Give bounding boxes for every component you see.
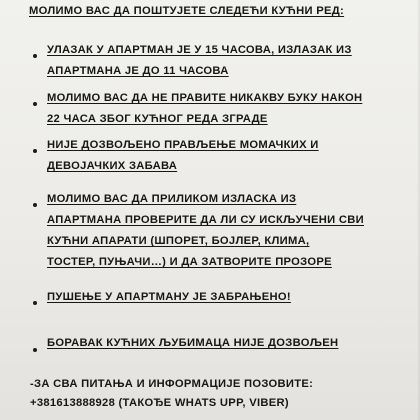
- notice-title: МОЛИМО ВАС ДА ПОШТУЈЕТЕ СЛЕДЕЋИ КУЋНИ РЕД:: [29, 5, 345, 17]
- contact-line-1: -ЗА СВА ПИТАЊА И ИНФОРМАЦИЈЕ ПОЗОВИТЕ:: [30, 378, 314, 390]
- rule-1-line-1: УЛАЗАК У АПАРТМАН ЈЕ У 15 ЧАСОВА, ИЗЛАЗАК ИЗ: [47, 44, 352, 56]
- contact-line-2: +381613888928 (ТАКОЂЕ WHATS UPP, VIBER): [30, 397, 289, 409]
- rule-4-line-4: ТОСТЕР, ПУЊАЧИ…) И ДА ЗАТВОРИТЕ ПРОЗОРЕ: [47, 256, 332, 268]
- rule-1-line-2: АПАРТМАНА ЈЕ ДО 11 ЧАСОВА: [47, 65, 229, 77]
- rule-2-line-2: 22 ЧАСА ЗБОГ КУЋНОГ РЕДА ЗГРАДЕ: [47, 113, 268, 125]
- rule-4-line-3: КУЋНИ АПАРАТИ (ШПОРЕТ, БОЈЛЕР, КЛИМА,: [47, 235, 310, 247]
- rule-5-line-1: ПУШЕЊЕ У АПАРТМАНУ ЈЕ ЗАБРАЊЕНО!: [47, 291, 291, 303]
- rule-3-bullet: [33, 149, 37, 153]
- rule-5-bullet: [33, 301, 37, 305]
- rule-6-bullet: [33, 348, 37, 352]
- rule-6-line-1: БОРАВАК КУЋНИХ ЉУБИМАЦА НИЈЕ ДОЗВОЉЕН: [47, 337, 339, 349]
- rule-3-line-1: НИЈЕ ДОЗВОЉЕНО ПРАВЉЕЊЕ МОМАЧКИХ И: [47, 139, 319, 151]
- rule-4-line-1: МОЛИМО ВАС ДА ПРИЛИКОМ ИЗЛАСКА ИЗ: [47, 193, 297, 205]
- rule-4-bullet: [33, 203, 37, 207]
- rule-1-bullet: [33, 54, 37, 58]
- rule-4-line-2: АПАРТМАНА ПРОВЕРИТЕ ДА ЛИ СУ ИСКЉУЧЕНИ СВИ: [47, 214, 365, 226]
- rule-3-line-2: ДЕВОЈАЧКИХ ЗАБАВА: [47, 160, 178, 172]
- rule-2-line-1: МОЛИМО ВАС ДА НЕ ПРАВИТЕ НИКАКВУ БУКУ НАКОН: [47, 92, 363, 104]
- rule-2-bullet: [33, 102, 37, 106]
